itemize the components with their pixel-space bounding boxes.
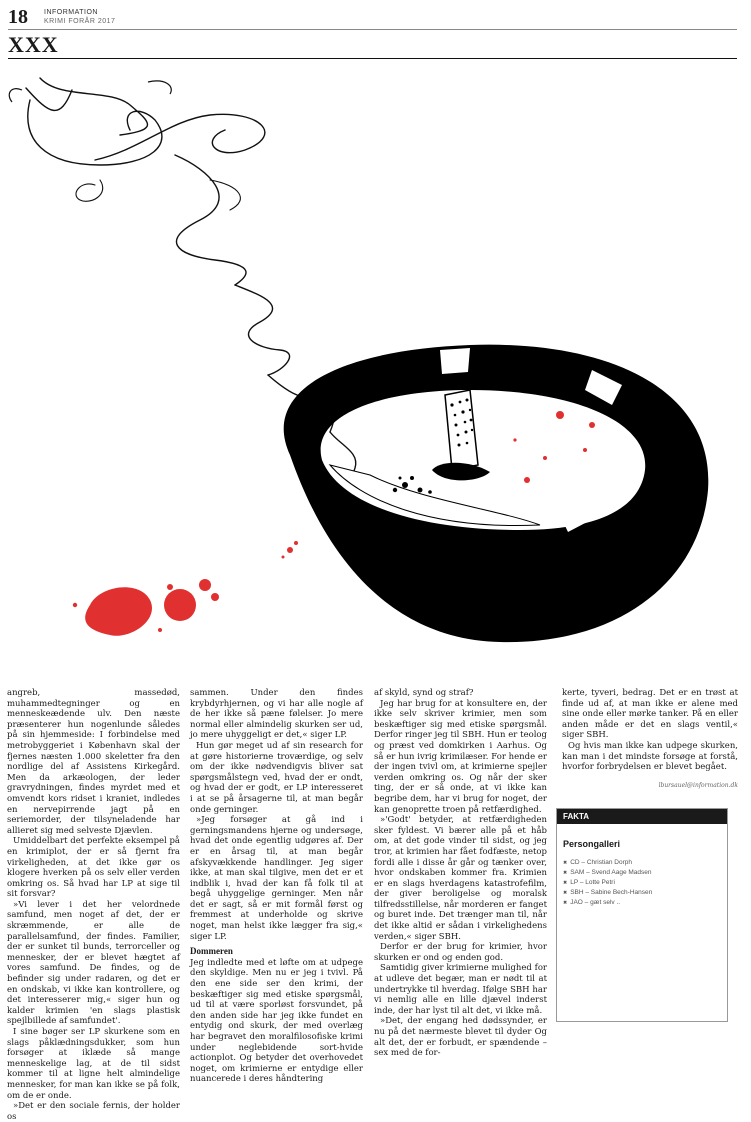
paragraph: kerte, tyveri, bedrag. Det er en trøst at finde ud af, at man ikke er alene med sine onde eller mørke tanker. På en eller anden måde er det en slags ventil,« siger SBH. xyxy=(562,688,738,741)
issue-label: KRIMI FORÅR 2017 xyxy=(44,18,116,25)
ashtray xyxy=(284,345,709,642)
ashtray-illustration xyxy=(0,60,751,680)
paragraph: Og hvis man ikke kan udpege skurken, kan man i det mindste forsøge at forstå, hvorfor forbrydelsen er blevet begået. xyxy=(562,740,738,773)
cross-icon: ✖ xyxy=(563,880,568,886)
list-item xyxy=(563,859,727,866)
paragraph: Jeg indledte med et løfte om at udpege den skyldige. Men nu er jeg i tvivl. På den ene side ser den krimi, der beskæftiger sig med etiske spørgsmål, ud til at være sporløst forsvundet, på den anden side har jeg ikke fundet en entydig ond skurk, der med overlæg har begravet den moralfilosofiske krimi under neglebidende sort-hvide actionplot. Og betyder det overhovedet noget, om krimierne er entydige eller nuancerede i deres håndtering xyxy=(190,957,363,1085)
paragraph: I sine bøger ser LP skurkene som en slags påklædningsdukker, som hun forsøger at iklæde så mange menneskelige lag, at de til sidst kommer til at ligne helt almindelige mennesker, for man kan ikke se på folk, om de er onde. xyxy=(7,1027,180,1101)
cross-icon: ✖ xyxy=(563,860,568,866)
article-column-1 xyxy=(7,688,180,1122)
list-item xyxy=(563,879,727,886)
cross-icon: ✖ xyxy=(563,870,568,876)
smoke-upper-wisps xyxy=(9,81,171,102)
article-column-2 xyxy=(190,688,363,1085)
paragraph: »Jeg forsøger at gå ind i gerningsmandens hjerne og undersøge, hvad det onde egentlig udgøres af. Der er en årsag til, at man begår afskyvækkende handlinger. Jeg siger ikke, at man skal tilgive, men det er et indblik i, hvad der kan få folk til at begå uhyggelige gerninger. Men når det er sagt, så er mit formål først og fremmest at underholde og skrive noget, man helst ikke lægger fra sig,« siger LP. xyxy=(190,815,363,942)
paragraph: »'Godt' betyder, at retfærdigheden sker fyldest. Vi bærer alle på et håb om, at det gode vinder til sidst, og jeg tror, at krimien har fået fodfæste, netop fordi alle i disse år går og tænker over, hvor ondskaben kommer fra. Krimien er en slags hverdagens katastrofefilm, der giver beroligelse og moralsk tilfredsstillelse, når morderen er fanget og buret inde. Det trænger man til, når det ikke altid er sådan i virkelighedens verden,« siger SBH. xyxy=(374,815,547,942)
person-name: SBH – Sabine Bech-Hansen xyxy=(570,889,653,896)
page-number: 18 xyxy=(8,6,28,28)
paragraph: »Vi lever i det her velordnede samfund, men noget af det, der er skræmmende, er alle de parallelsamfund, der findes. Familier, der er sunket til bunds, terrorceller og mennesker, der er blevet hægtet af vores samfund. De findes, og de befinder sig under radaren, og det er en ondskab, vi ikke kan kontrollere, og det interesserer mig,« siger hun og kalder krimien 'en slags plastisk spejlbillede af samfundet'. xyxy=(7,899,180,1027)
author-email[interactable]: lbursauel@information.dk xyxy=(658,781,738,789)
paragraph: Derfor er der brug for krimier, hvor skurken er ond og enden god. xyxy=(374,942,547,963)
header-rule xyxy=(8,29,737,30)
fakta-header: FAKTA xyxy=(557,809,727,824)
cross-icon: ✖ xyxy=(563,900,568,906)
list-item xyxy=(563,869,727,876)
paragraph: af skyld, synd og straf? xyxy=(374,688,474,698)
persongalleri-list xyxy=(563,859,727,906)
paragraph: Jeg har brug for at konsultere en, der ikke selv skriver krimier, men som beskæftiger sig med etiske spørgsmål. Derfor ringer jeg til SBH. Hun er teolog og præst ved domkirken i Aarhus. Og så er hun ivrig krimilæser. For hende er der ingen tvivl om, at krimierne spejler verden omkring os. Og når der sker ting, der er så onde, at vi ikke kan begribe dem, har vi brug for noget, der kan genoprette troen på retfærdighed. xyxy=(374,698,547,815)
person-name: SAM – Svend Aage Madsen xyxy=(570,869,652,876)
person-name: CD – Christian Dorph xyxy=(570,859,632,866)
paragraph: »Det er den sociale fernis, der holder os xyxy=(7,1101,180,1122)
paragraph: angreb, massedød, muhammedtegninger og en menneskeædende ulv. Den næste præsenterer hun nogenlunde således på sin hjemmeside: I forbindelse med metrobyggeriet i København skal der fjernes næsten 1.000 skeletter fra den nordlige del af Assistens Kirkegård. Men da arkæologen, der leder gravrydningen, findes myrdet med et omvendt kors ridset i kraniet, indledes en nervepirrende jagt på en seriemorder, der tilsyneladende har allieret sig med selveste Djævlen. xyxy=(7,688,180,836)
section-rule xyxy=(8,58,737,59)
publication-block xyxy=(44,8,115,26)
fakta-box xyxy=(556,808,728,1022)
paragraph: sammen. Under den findes krybdyrhjernen, og vi har alle nogle af de her ikke så pæne følelser. Jo mere normal eller almindelig skurken ser ud, jo mere uhyggeligt er det,« siger LP. xyxy=(190,688,363,741)
fakta-title: Persongalleri xyxy=(563,839,621,849)
list-item xyxy=(563,889,727,896)
person-name: LP – Lotte Petri xyxy=(570,879,615,886)
list-item xyxy=(563,899,727,906)
cross-icon: ✖ xyxy=(563,890,568,896)
subheading: Dommeren xyxy=(190,946,233,957)
cigarette-butt xyxy=(393,390,490,494)
person-name: JAO – gæt selv .. xyxy=(570,899,621,906)
paragraph: »Det, der engang hed dødssynder, er nu på det nærmeste blevet til dyder Og alt det, der er forbudt, er spændende – sex med de for- xyxy=(374,1016,547,1059)
paragraph: Samtidig giver krimierne mulighed for at udleve det begær, man er nødt til at undertrykke til hverdag. Ifølge SBH har vi nemlig alle en lille djævel inderst inde, der har lyst til alt det, vi ikke må. xyxy=(374,963,547,1016)
paragraph: Umiddelbart det perfekte eksempel på en krimiplot, der er så fjernt fra virkeligheden, at det ikke gør os klogere hverken på os selv eller verden omkring os. Så hvad har LP at sige til sit forsvar? xyxy=(7,836,180,900)
article-column-3 xyxy=(374,688,547,1059)
section-title: XXX xyxy=(8,32,59,57)
paragraph: Hun gør meget ud af sin research for at gøre historierne troværdige, og selv om der ikke nødvendigvis bliver sat spørgsmålstegn ved, hvad der er ondt, og hvad der er godt, er LP interesseret i at se på årsagerne til, at man begår onde gerninger. xyxy=(190,740,363,815)
article-column-4 xyxy=(562,688,738,791)
publication-name: INFORMATION xyxy=(44,9,98,16)
